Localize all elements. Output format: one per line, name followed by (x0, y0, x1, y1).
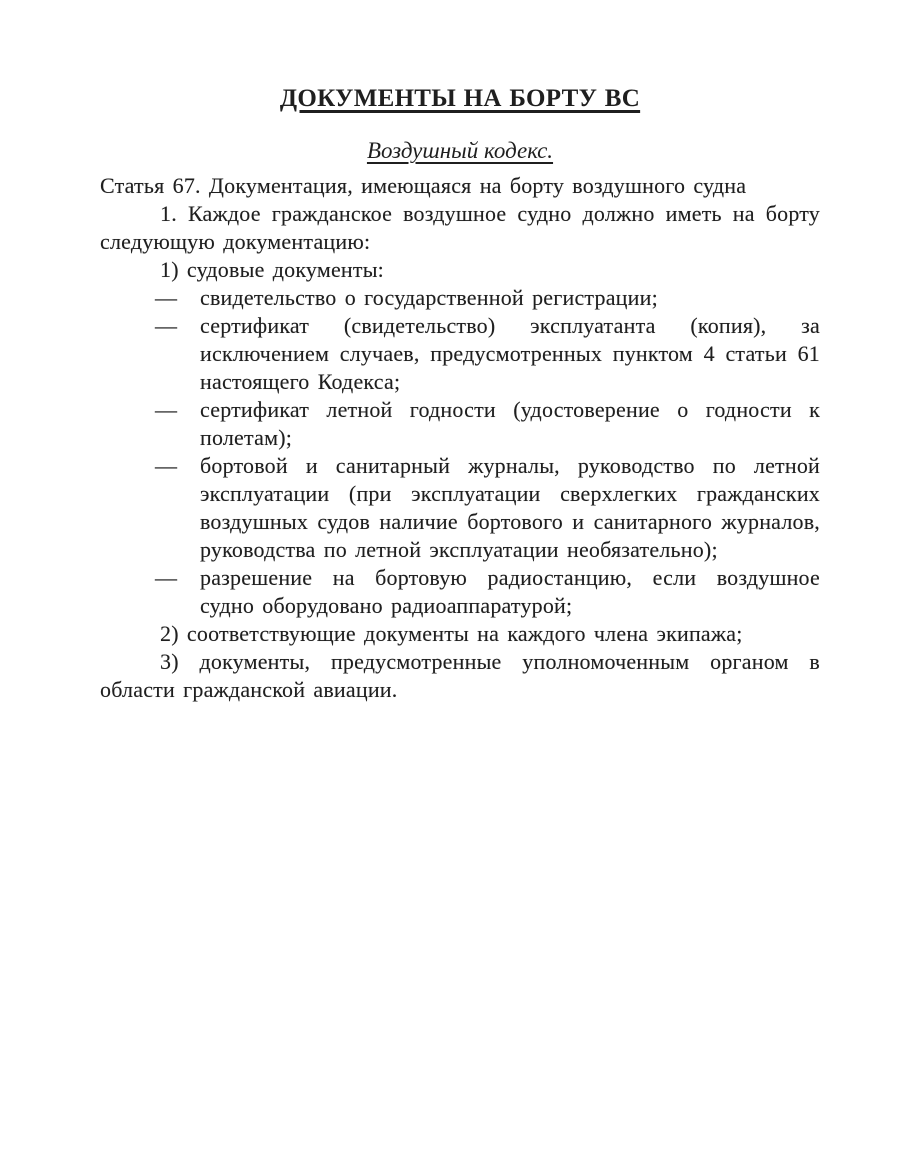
dash-marker: — (155, 313, 178, 338)
article-clause-1: 1. Каждое гражданское воздушное судно должно иметь на борту следующую документацию: (100, 201, 820, 254)
document-subtitle-text: Воздушный кодекс. (366, 138, 554, 163)
dash-marker: — (155, 285, 178, 310)
list-item-text: бортовой и санитарный журналы, руководство по летной эксплуатации (при эксплуатации сверхлегких гражданских воздушных судов наличие бортового и санитарного журналов, руководства по летной эксплуатации необязательно); (200, 453, 820, 562)
document-subtitle (100, 136, 820, 166)
article-point-1: 1) судовые документы: (160, 257, 384, 282)
dash-marker: — (155, 453, 178, 478)
ship-documents-list (100, 284, 820, 620)
list-item-text: сертификат (свидетельство) эксплуатанта (копия), за исключением случаев, предусмотренных пунктом 4 статьи 61 настоящего Кодекса; (200, 313, 820, 394)
document-title (100, 84, 820, 114)
list-item-text: свидетельство о государственной регистрации; (200, 285, 658, 310)
list-item (100, 564, 820, 620)
article-body (100, 172, 820, 704)
list-item (100, 284, 820, 312)
document-title-text: ДОКУМЕНТЫ НА БОРТУ ВС (279, 85, 641, 112)
list-item (100, 396, 820, 452)
article-heading: Статья 67. Документация, имеющаяся на борту воздушного судна (100, 173, 747, 198)
list-item-text: разрешение на бортовую радиостанцию, если воздушное судно оборудовано радиоаппаратурой; (200, 565, 820, 618)
article-point-2: 2) соответствующие документы на каждого члена экипажа; (160, 621, 743, 646)
article-point-3: 3) документы, предусмотренные уполномоченным органом в области гражданской авиации. (100, 649, 820, 702)
dash-marker: — (155, 397, 178, 422)
list-item (100, 452, 820, 564)
list-item (100, 312, 820, 396)
list-item-text: сертификат летной годности (удостоверение о годности к полетам); (200, 397, 820, 450)
dash-marker: — (155, 565, 178, 590)
